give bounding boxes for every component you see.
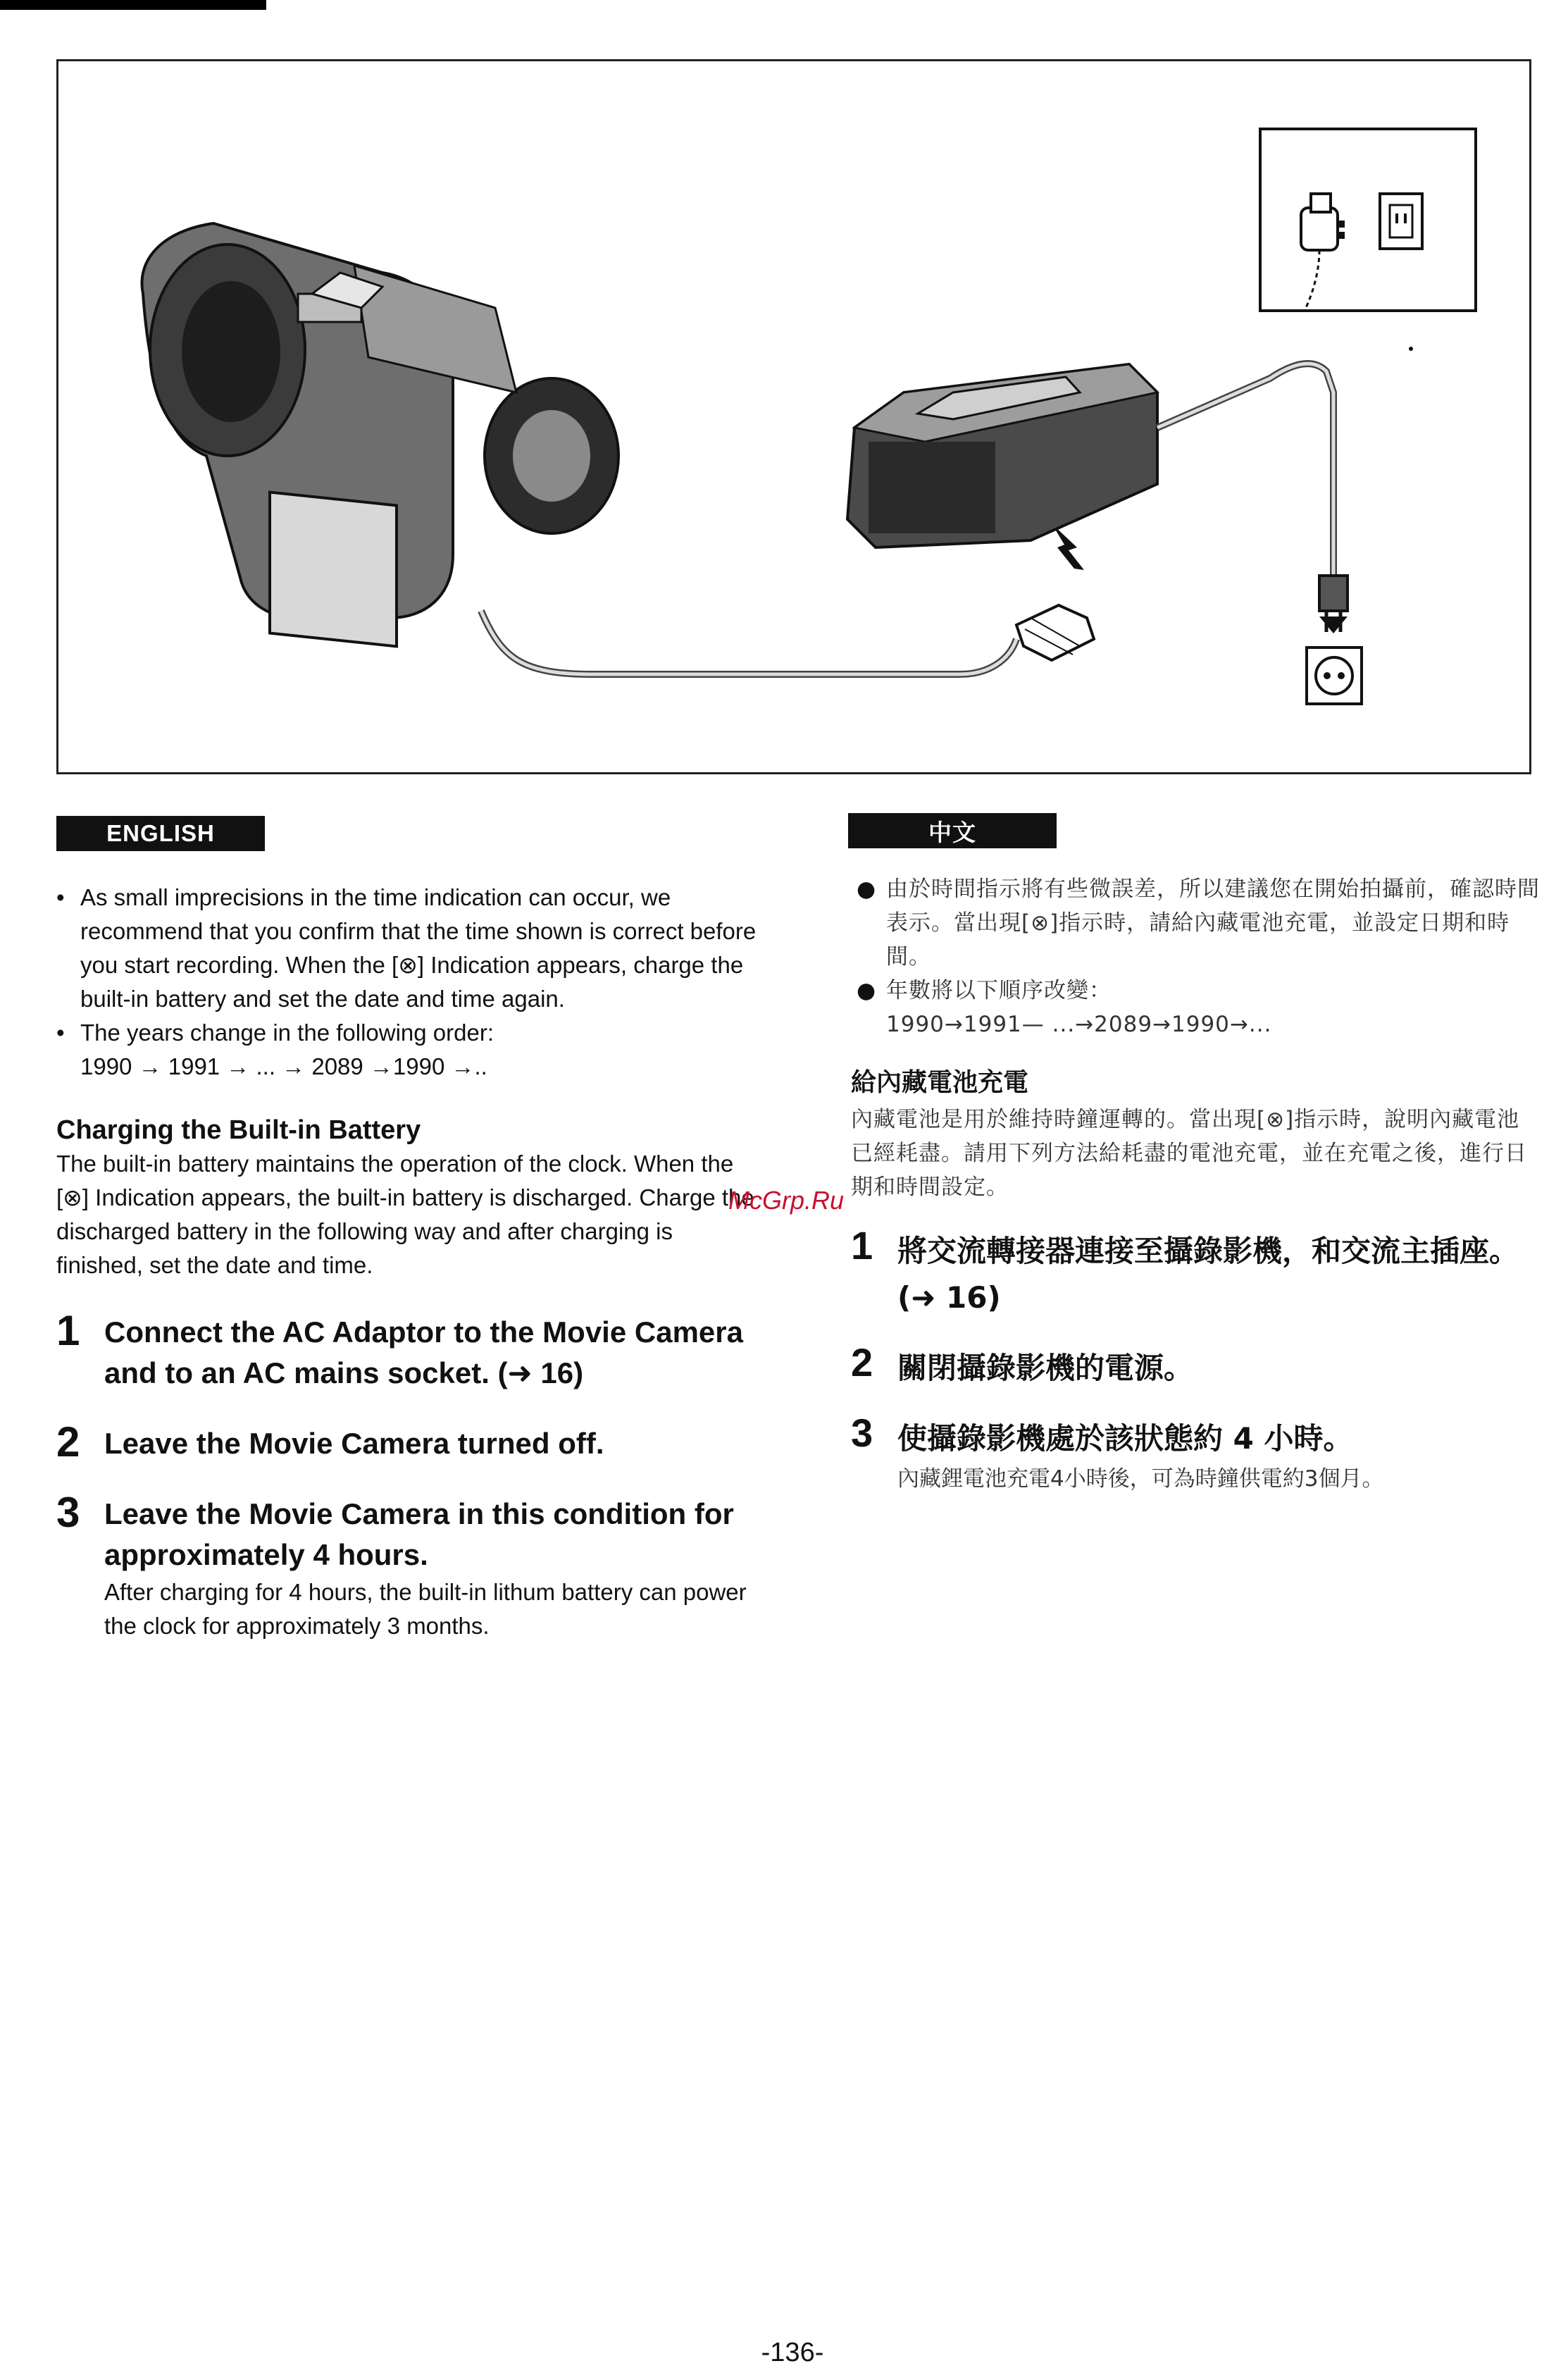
zh-bullet-1-text: 由於時間指示將有些微誤差，所以建議您在開始拍攝前，確認時間表示。當出現[⊗]指示時，請給內藏電池充電，並設定日期和時間。 xyxy=(886,876,1540,969)
en-bullet-2-text: The years change in the following order: xyxy=(80,1020,494,1046)
chinese-tag: 中文 xyxy=(848,813,1057,848)
zh-step-1-title: 將交流轉接器連接至攝錄影機，和交流主插座。(➜ 16) xyxy=(897,1234,1519,1315)
dc-plug-icon xyxy=(1016,605,1094,660)
zh-step-2 xyxy=(851,1340,1541,1392)
wall-socket-bottom-icon xyxy=(1307,648,1362,704)
zh-bullet-1 xyxy=(851,872,1541,974)
camcorder-icon xyxy=(142,223,618,646)
en-step-1-title: Connect the AC Adaptor to the Movie Camera and to an AC mains socket. (➜ 16) xyxy=(104,1315,743,1389)
bullet-dot: • xyxy=(56,884,65,910)
mains-cable xyxy=(1157,364,1333,576)
bullet-dot: ● xyxy=(857,978,877,1003)
zh-section-title: 給內藏電池充電 xyxy=(851,1068,1029,1097)
english-column xyxy=(56,881,761,1643)
zh-bullet-2-text: 年數將以下順序改變： xyxy=(886,978,1112,1003)
zh-step-3 xyxy=(851,1411,1541,1496)
en-bullet-1-text: As small imprecisions in the time indication can occur, we recommend that you confirm that the time shown is correct before you start recording. When the [⊗] Indication appears, charge the built-in battery and set the date and time again. xyxy=(80,884,757,1012)
en-step-1 xyxy=(56,1307,761,1394)
bullet-dot: ● xyxy=(857,876,877,902)
mains-plug-bottom-icon xyxy=(1319,576,1348,633)
zh-step-2-number: 2 xyxy=(851,1340,873,1384)
english-tag: ENGLISH xyxy=(56,816,265,851)
en-section-body: The built-in battery maintains the operation of the clock. When the [⊗] Indication appears, the built-in battery is discharged. Charge the discharged battery in the following way and after charging is finished, set the date and time. xyxy=(56,1151,754,1278)
zh-step-1-number: 1 xyxy=(851,1223,873,1268)
watermark: McGrp.Ru xyxy=(728,1186,845,1215)
en-bullet-2 xyxy=(56,1016,761,1084)
wall-socket-icon xyxy=(1380,194,1422,249)
connection-illustration xyxy=(58,61,1529,772)
illustration-frame xyxy=(56,59,1531,774)
page-number: -136- xyxy=(761,2338,824,2367)
insert-arrow xyxy=(1052,523,1084,570)
en-step-2-number: 2 xyxy=(56,1418,80,1466)
zh-step-3-title: 使攝錄影機處於該狀態約 4 小時。 xyxy=(897,1421,1353,1456)
top-rule xyxy=(0,0,266,10)
en-section-title: Charging the Built-in Battery xyxy=(56,1115,421,1145)
mains-cable-highlight xyxy=(1157,364,1333,576)
inset-box xyxy=(1260,129,1476,311)
en-step-3-note: After charging for 4 hours, the built-in lithum battery can power the clock for approximately 3 months. xyxy=(104,1579,747,1639)
zh-step-2-title: 關閉攝錄影機的電源。 xyxy=(897,1351,1194,1385)
en-step-3 xyxy=(56,1489,761,1643)
zh-step-1 xyxy=(851,1223,1541,1321)
chinese-column xyxy=(851,872,1541,1496)
ac-adaptor-icon xyxy=(847,364,1157,547)
en-step-1-number: 1 xyxy=(56,1307,80,1354)
en-bullet-1 xyxy=(56,881,761,1016)
speck xyxy=(1409,347,1413,351)
dc-cable xyxy=(481,611,1016,674)
en-step-3-title: Leave the Movie Camera in this condition for approximately 4 hours. xyxy=(104,1497,734,1571)
dc-cable-highlight xyxy=(481,611,1016,674)
zh-step-3-number: 3 xyxy=(851,1411,873,1455)
zh-year-sequence: 1990→1991— ...→2089→1990→... xyxy=(886,1012,1272,1037)
zh-bullet-2 xyxy=(851,974,1541,1041)
en-step-3-number: 3 xyxy=(56,1489,80,1536)
zh-step-3-note: 內藏鋰電池充電4小時後，可為時鐘供電約3個月。 xyxy=(897,1466,1384,1492)
en-year-sequence: 1990 → 1991 → ... → 2089 →1990 →.. xyxy=(80,1053,487,1079)
en-step-2 xyxy=(56,1418,761,1466)
bullet-dot: • xyxy=(56,1020,65,1046)
en-step-2-title: Leave the Movie Camera turned off. xyxy=(104,1427,604,1460)
zh-section-body: 內藏電池是用於維持時鐘運轉的。當出現[⊗]指示時，說明內藏電池已經耗盡。請用下列方法給耗盡的電池充電，並在充電之後，進行日期和時間設定。 xyxy=(851,1107,1527,1200)
